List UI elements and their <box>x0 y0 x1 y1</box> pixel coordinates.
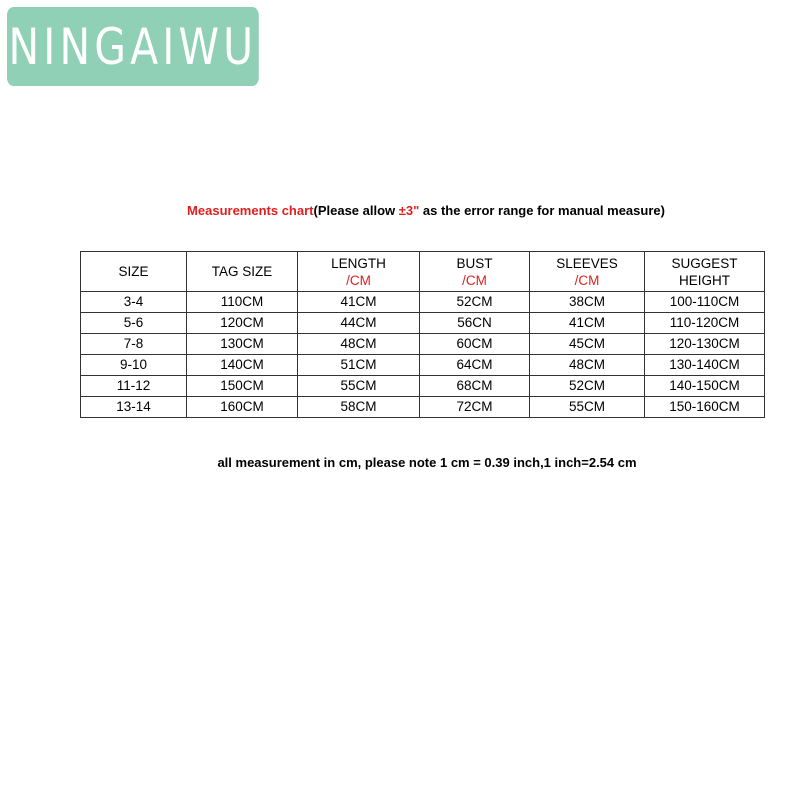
header-size: SIZE <box>81 252 187 292</box>
cell-bust: 68CM <box>420 376 530 397</box>
chart-title-red: Measurements chart <box>187 203 314 218</box>
header-length: LENGTH /CM <box>298 252 420 292</box>
brand-logo: NINGAIWU <box>7 7 259 86</box>
cell-size: 7-8 <box>81 334 187 355</box>
chart-title <box>0 203 800 218</box>
cell-size: 13-14 <box>81 397 187 418</box>
table-header-row <box>81 252 765 292</box>
cell-size: 3-4 <box>81 292 187 313</box>
cell-size: 11-12 <box>81 376 187 397</box>
header-suggest-height: SUGGEST HEIGHT <box>645 252 765 292</box>
table-row <box>81 355 765 376</box>
cell-tag-size: 140CM <box>187 355 298 376</box>
cell-length: 55CM <box>298 376 420 397</box>
chart-title-text-a: (Please allow <box>313 203 399 218</box>
cell-bust: 72CM <box>420 397 530 418</box>
cell-sleeves: 41CM <box>530 313 645 334</box>
cell-height: 100-110CM <box>645 292 765 313</box>
cell-height: 130-140CM <box>645 355 765 376</box>
cell-length: 48CM <box>298 334 420 355</box>
table-row <box>81 397 765 418</box>
cell-tag-size: 110CM <box>187 292 298 313</box>
cell-sleeves: 38CM <box>530 292 645 313</box>
cell-sleeves: 55CM <box>530 397 645 418</box>
cell-size: 5-6 <box>81 313 187 334</box>
cell-bust: 52CM <box>420 292 530 313</box>
cell-tag-size: 150CM <box>187 376 298 397</box>
cell-tag-size: 130CM <box>187 334 298 355</box>
cell-bust: 56CN <box>420 313 530 334</box>
cell-length: 51CM <box>298 355 420 376</box>
cell-length: 41CM <box>298 292 420 313</box>
table-row <box>81 376 765 397</box>
cell-length: 58CM <box>298 397 420 418</box>
cell-height: 140-150CM <box>645 376 765 397</box>
chart-title-text-b: as the error range for manual measure) <box>419 203 665 218</box>
size-chart-table <box>80 251 765 418</box>
cell-tag-size: 120CM <box>187 313 298 334</box>
cell-height: 150-160CM <box>645 397 765 418</box>
measurement-note: all measurement in cm, please note 1 cm = 0.39 inch,1 inch=2.54 cm <box>217 455 637 470</box>
table-row <box>81 292 765 313</box>
cell-sleeves: 45CM <box>530 334 645 355</box>
header-sleeves: SLEEVES /CM <box>530 252 645 292</box>
cell-length: 44CM <box>298 313 420 334</box>
cell-height: 120-130CM <box>645 334 765 355</box>
cell-sleeves: 48CM <box>530 355 645 376</box>
cell-bust: 64CM <box>420 355 530 376</box>
table-row <box>81 313 765 334</box>
cell-size: 9-10 <box>81 355 187 376</box>
cell-bust: 60CM <box>420 334 530 355</box>
header-bust: BUST /CM <box>420 252 530 292</box>
table-row <box>81 334 765 355</box>
cell-tag-size: 160CM <box>187 397 298 418</box>
error-range-value: ±3" <box>398 203 420 218</box>
cell-height: 110-120CM <box>645 313 765 334</box>
header-tag-size: TAG SIZE <box>187 252 298 292</box>
cell-sleeves: 52CM <box>530 376 645 397</box>
